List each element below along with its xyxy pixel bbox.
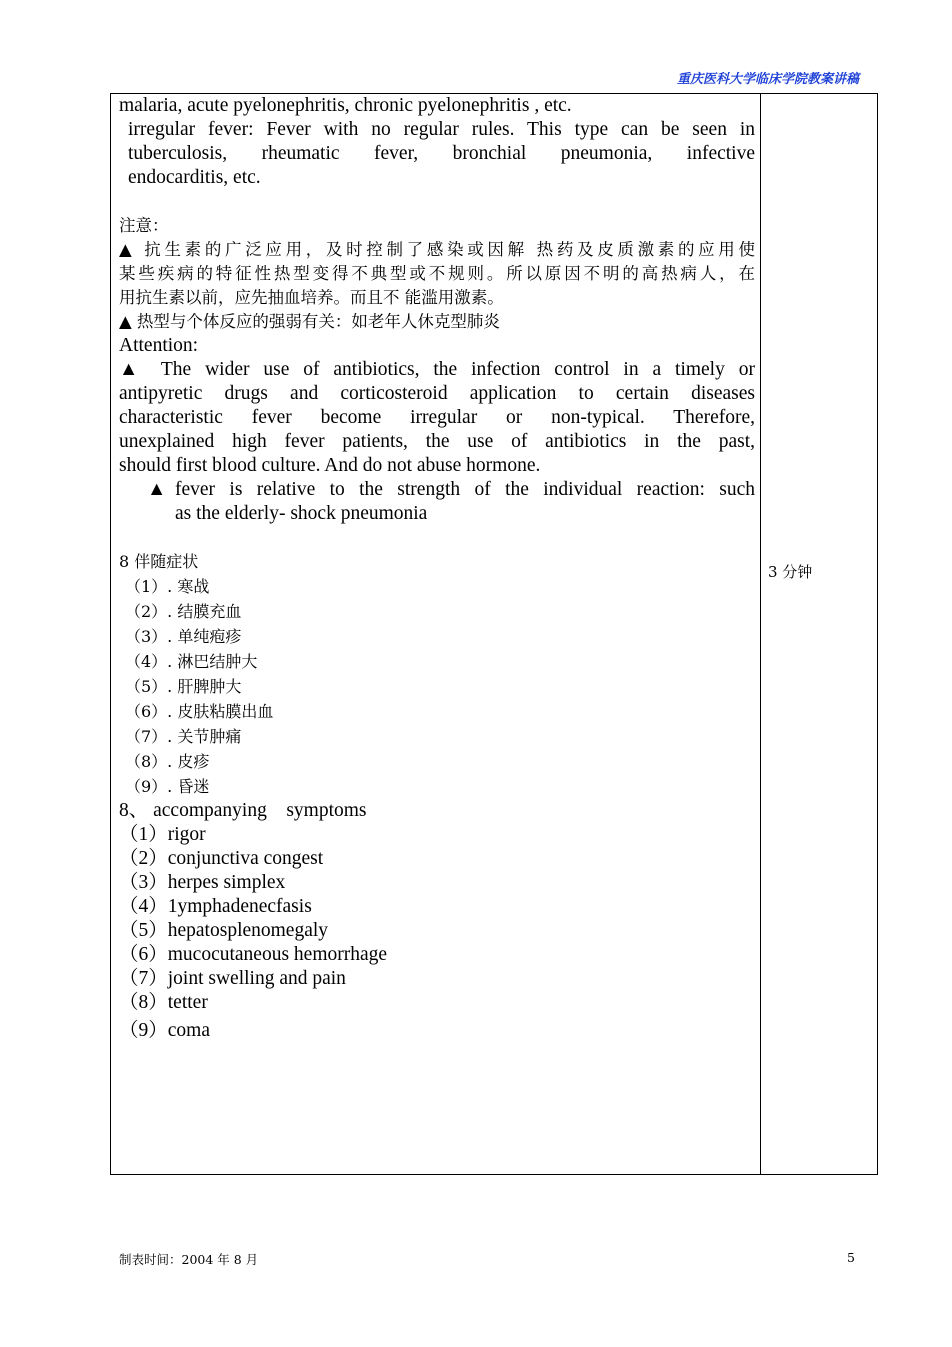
list-item: （1）. 寒战: [125, 577, 210, 596]
page-number: 5: [847, 1250, 855, 1265]
text-line: as the elderly- shock pneumonia: [175, 503, 428, 524]
attention-en-title: Attention:: [119, 335, 199, 356]
list-item: （7）joint swelling and pain: [119, 968, 346, 989]
symptoms-zh-title: 8 伴随症状: [119, 552, 199, 571]
symptoms-zh-list: [119, 574, 755, 799]
text-line: should first blood culture. And do not abuse hormone.: [119, 455, 541, 476]
list-item: （9）coma: [119, 1020, 210, 1041]
attention-en-paragraph-2: [119, 478, 755, 526]
text-line: ▲ The wider use of antibiotics, the infection control in a timely or: [119, 359, 755, 380]
time-allotment-note: 3 分钟: [768, 563, 813, 581]
text-line: tuberculosis, rheumatic fever, bronchial pneumonia, infective: [128, 143, 755, 164]
text-line: characteristic fever become irregular or non-typical. Therefore,: [119, 407, 755, 428]
text-line: fever is relative to the strength of the individual reaction: such: [175, 479, 755, 500]
header-title: 重庆医科大学临床学院教案讲稿: [676, 72, 859, 87]
main-content-cell: [119, 94, 755, 1043]
paragraph-body: [175, 478, 755, 526]
list-item: （8）. 皮疹: [125, 752, 210, 771]
list-item: （5）hepatosplenomegaly: [119, 920, 329, 941]
list-item: （8）tetter: [119, 992, 208, 1013]
list-item: （3）. 单纯疱疹: [125, 627, 242, 646]
spacer: [119, 526, 755, 550]
text-line: 某些疾病的特征性热型变得不典型或不规则。所以原因不明的高热病人，在: [119, 264, 755, 283]
symptoms-en-list: [119, 823, 755, 1043]
list-item: （7）. 关节肿痛: [125, 727, 242, 746]
text-line: antipyretic drugs and corticosteroid application to certain diseases: [119, 383, 755, 404]
irregular-fever-paragraph: [119, 118, 755, 190]
list-item: （6）. 皮肤粘膜出血: [125, 702, 274, 721]
attention-zh-title: 注意：: [119, 216, 169, 235]
list-item: （9）. 昏迷: [125, 777, 210, 796]
list-item: （4）1ymphadenecfasis: [119, 896, 312, 917]
text-line: 用抗生素以前，应先抽血培养。而且不 能滥用激素。: [119, 288, 504, 307]
list-item: （5）. 肝脾肿大: [125, 677, 242, 696]
list-item: （2）. 结膜充血: [125, 602, 242, 621]
list-item: （2）conjunctiva congest: [119, 848, 324, 869]
list-item: （6）mucocutaneous hemorrhage: [119, 944, 388, 965]
text-line: unexplained high fever patients, the use of antibiotics in the past,: [119, 431, 755, 452]
lecture-table: [110, 93, 878, 1175]
column-divider: [760, 94, 761, 1174]
attention-en-paragraph-1: [119, 358, 755, 478]
footer-date: 制表时间：2004 年 8 月: [119, 1252, 259, 1267]
spacer: [119, 190, 755, 214]
symptoms-en-title: 8、 accompanying symptoms: [119, 800, 367, 821]
text-line: irregular fever: Fever with no regular rules. This type can be seen in: [128, 119, 755, 140]
attention-zh-paragraph-1: [119, 238, 755, 310]
text-line: ▲ 抗生素的广泛应用，及时控制了感染或因解 热药及皮质激素的应用使: [119, 240, 755, 259]
attention-zh-paragraph-2: ▲ 热型与个体反应的强弱有关：如老年人休克型肺炎: [119, 312, 500, 331]
list-item: （4）. 淋巴结肿大: [125, 652, 258, 671]
list-item: （3）herpes simplex: [119, 872, 286, 893]
triangle-bullet-icon: ▲: [147, 479, 167, 500]
list-item: （1）rigor: [119, 824, 206, 845]
text-line: malaria, acute pyelonephritis, chronic pyelonephritis , etc.: [119, 95, 572, 116]
text-line: endocarditis, etc.: [128, 167, 261, 188]
